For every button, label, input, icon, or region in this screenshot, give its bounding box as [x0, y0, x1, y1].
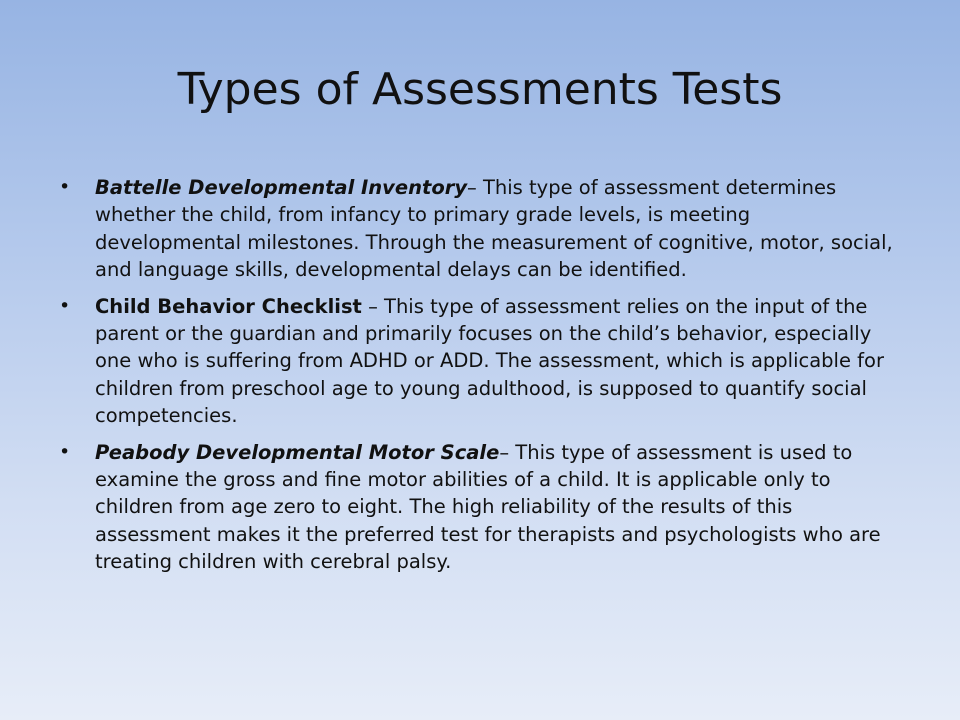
bullet-item-battelle [57, 174, 893, 284]
bullet-item-peabody [57, 439, 893, 576]
bullet-dot-icon: • [59, 440, 71, 463]
bullet-term: Battelle Developmental Inventory [95, 176, 468, 199]
bullet-text: – This type of assessment is used to examine the gross and fine motor abilities of a child. It is applicable only to children from age zero to eight. The high reliability of the results of this assessment makes it the preferred test for therapists and psychologists who are treating children with cerebral palsy. [95, 440, 881, 574]
bullet-term: Child Behavior Checklist [95, 294, 362, 318]
bullet-list [57, 174, 893, 585]
bullet-dot-icon: • [59, 176, 71, 198]
bullet-item-child-behavior [57, 293, 893, 430]
bullet-dot-icon: • [59, 294, 71, 317]
bullet-text: – This type of assessment determines whether the child, from infancy to primary grade levels, is meeting developmental milestones. Through the measurement of cognitive, motor, social, and language skills, developmental delays can be identified. [95, 176, 893, 282]
bullet-text: – This type of assessment relies on the input of the parent or the guardian and primarily focuses on the child’s behavior, especially one who is suffering from ADHD or ADD. The assessment, which is applicable for children from preschool age to young adulthood, is supposed to quantify social competencies. [95, 294, 884, 428]
bullet-term: Peabody Developmental Motor Scale [95, 440, 500, 464]
slide-title: Types of Assessments Tests [177, 64, 783, 115]
